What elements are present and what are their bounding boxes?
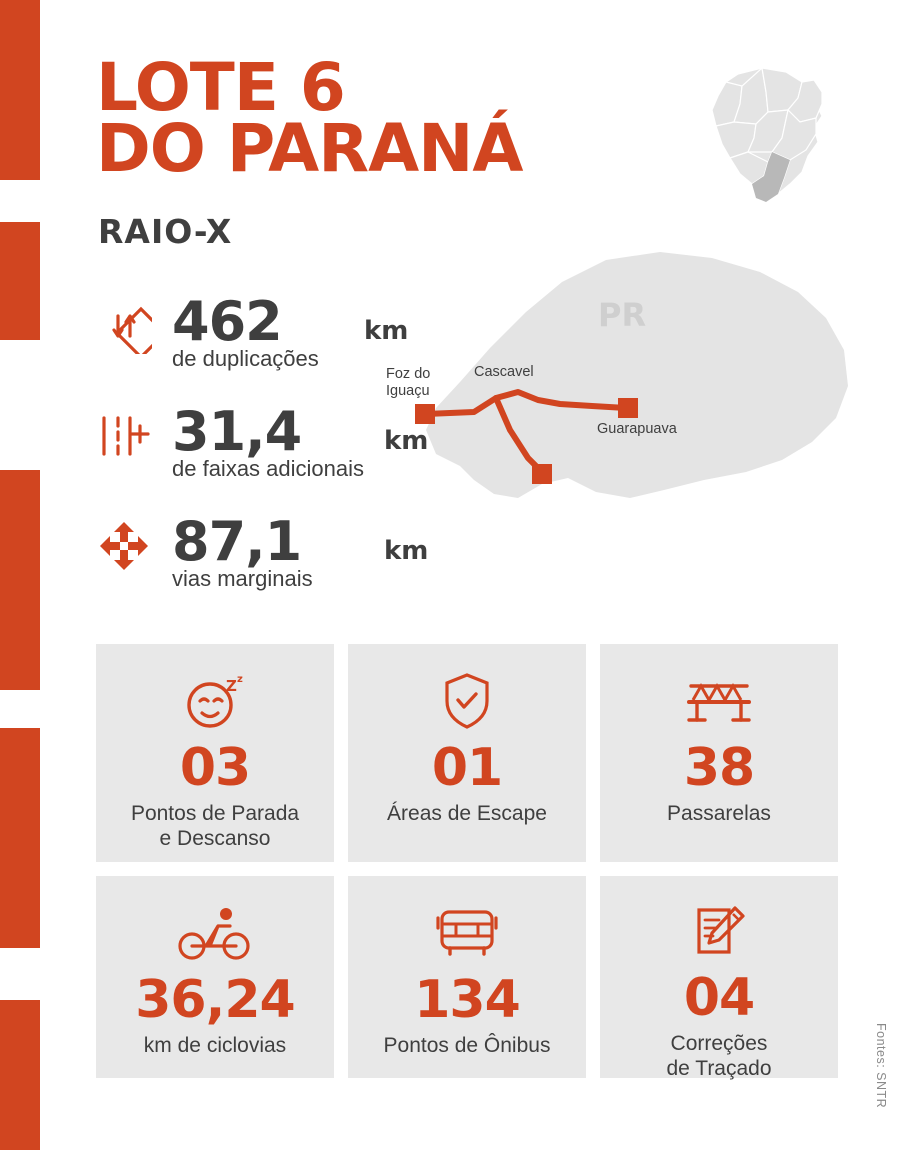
stat-description: de duplicações bbox=[172, 346, 319, 371]
card-label: Áreas de Escape bbox=[387, 802, 547, 825]
card-pontos-de-onibus bbox=[348, 876, 586, 1078]
card-label: km de ciclovias bbox=[143, 1034, 287, 1057]
two-way-traffic-icon bbox=[96, 298, 152, 354]
card-correcoes-de-tracado bbox=[600, 876, 838, 1078]
card-label-line2: de Traçado bbox=[666, 1056, 772, 1080]
page-subtitle: RAIO-X bbox=[98, 212, 233, 251]
rail-segment bbox=[0, 1000, 40, 1150]
shield-check-icon bbox=[439, 670, 495, 732]
card-label bbox=[658, 1032, 779, 1082]
card-value: 01 bbox=[431, 738, 503, 798]
overpass-icon bbox=[683, 670, 755, 732]
card-label-line1: Pontos de Parada bbox=[130, 802, 300, 825]
title-line-1: LOTE 6 bbox=[96, 49, 345, 126]
stat-unit: km bbox=[384, 426, 429, 456]
stat-value: 462 bbox=[172, 290, 282, 353]
city-label-cascavel: Cascavel bbox=[474, 364, 534, 380]
city-label-foz-do-iguacu bbox=[386, 366, 430, 399]
card-pontos-de-parada bbox=[96, 644, 334, 862]
city-foz-line2: Iguaçu bbox=[386, 382, 430, 399]
card-label-line2: e Descanso bbox=[159, 826, 271, 850]
state-label: PR bbox=[598, 296, 647, 334]
card-value: 134 bbox=[414, 970, 520, 1030]
stat-value: 31,4 bbox=[172, 400, 302, 463]
city-foz-line1: Foz do bbox=[386, 366, 431, 382]
card-ciclovias bbox=[96, 876, 334, 1078]
rail-segment bbox=[0, 728, 40, 948]
card-label bbox=[123, 802, 307, 852]
rail-segment bbox=[0, 0, 40, 180]
svg-text:Z: Z bbox=[226, 677, 237, 695]
stat-description: de faixas adicionais bbox=[172, 456, 365, 481]
brazil-map-icon bbox=[682, 52, 862, 232]
rail-segment bbox=[0, 222, 40, 340]
rail-segment bbox=[0, 470, 40, 690]
additional-lane-icon bbox=[96, 408, 152, 464]
bicycle-icon bbox=[176, 902, 254, 964]
card-label: Passarelas bbox=[667, 802, 771, 825]
card-value: 38 bbox=[683, 738, 755, 798]
four-arrows-icon bbox=[96, 518, 152, 574]
card-value: 03 bbox=[179, 738, 251, 798]
card-label-line1: Correções bbox=[670, 1032, 768, 1055]
sleep-face-icon bbox=[178, 670, 252, 732]
bus-icon bbox=[434, 902, 500, 964]
page-title bbox=[96, 49, 523, 187]
stat-description: vias marginais bbox=[172, 566, 313, 591]
city-label-guarapuava: Guarapuava bbox=[597, 421, 677, 437]
svg-text:z: z bbox=[237, 674, 243, 685]
card-passarelas bbox=[600, 644, 838, 862]
title-line-2: DO PARANÁ bbox=[96, 109, 523, 187]
document-pencil-icon bbox=[689, 902, 749, 962]
source-note: Fontes: SNTR bbox=[874, 1022, 888, 1108]
card-value: 04 bbox=[683, 968, 755, 1028]
card-label: Pontos de Ônibus bbox=[383, 1034, 551, 1057]
stat-unit: km bbox=[364, 316, 409, 346]
stat-value: 87,1 bbox=[172, 510, 302, 573]
card-value: 36,24 bbox=[135, 970, 295, 1030]
stats-card-grid bbox=[96, 644, 838, 1078]
left-accent-rail bbox=[0, 0, 40, 1150]
card-areas-de-escape bbox=[348, 644, 586, 862]
stat-unit: km bbox=[384, 536, 429, 566]
